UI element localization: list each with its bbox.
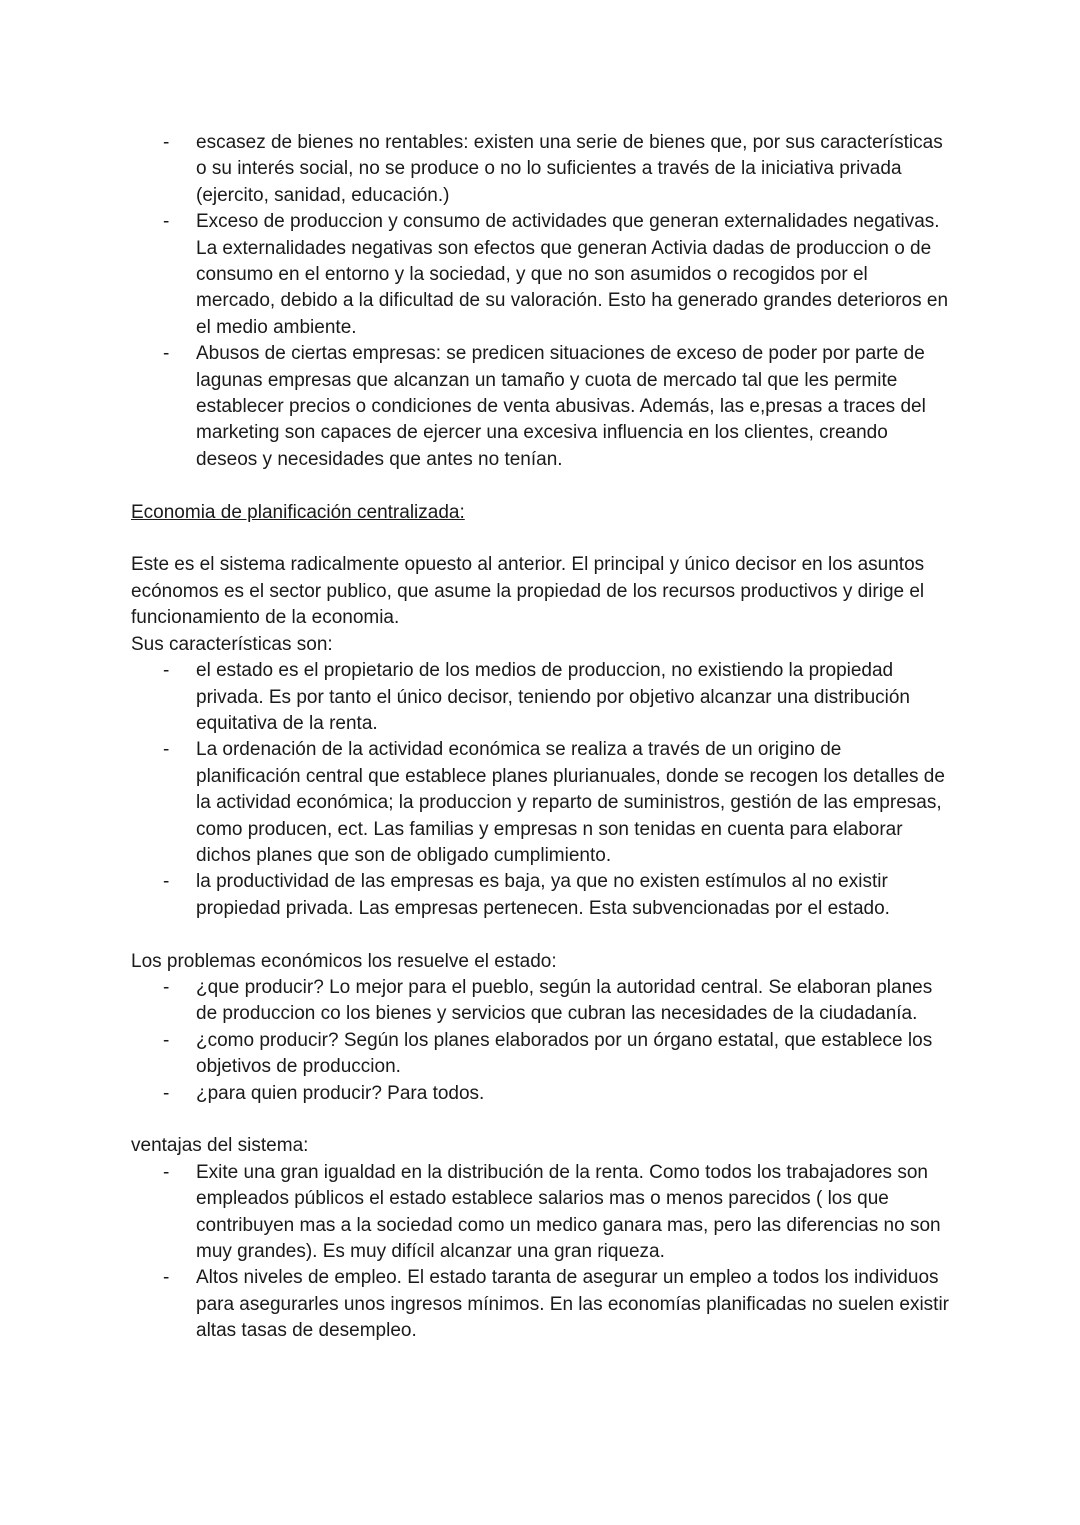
bullet-dash: - xyxy=(163,1029,170,1051)
characteristics-label: Sus características son: xyxy=(131,633,333,655)
problems-list xyxy=(131,975,951,1107)
list-item xyxy=(131,1081,951,1107)
list-item xyxy=(131,209,951,341)
list-item-text: el estado es el propietario de los medios de produccion, no existiendo la propiedad privada. Es por tanto el único decisor, teniendo por objetivo alcanzar una distribución equitativa de la renta. xyxy=(196,660,910,734)
list-item-text: Altos niveles de empleo. El estado taranta de asegurar un empleo a todos los individuos para asegurarles unos ingresos mínimos. En las economías planificadas no suelen existir altas tasas de desempleo. xyxy=(196,1267,950,1342)
bullet-dash: - xyxy=(163,1082,170,1104)
list-item xyxy=(131,737,951,869)
advantages-list xyxy=(131,1160,951,1345)
advantages-label: ventajas del sistema: xyxy=(131,1135,309,1157)
bullet-dash: - xyxy=(163,660,170,682)
problems-label: Los problemas económicos los resuelve el estado: xyxy=(131,950,557,972)
bullet-dash: - xyxy=(163,211,170,233)
market-failures-list xyxy=(131,130,951,473)
list-item-text: escasez de bienes no rentables: existen una serie de bienes que, por sus características o su interés social, no se produce o no lo suficientes a través de la iniciativa privada (ejercito, sanidad, educación.) xyxy=(196,132,943,206)
list-item-text: ¿que producir? Lo mejor para el pueblo, según la autoridad central. Se elaboran planes de produccion co los bienes y servicios que cubran las necesidades de la ciudadanía. xyxy=(196,976,933,1025)
characteristics-list xyxy=(131,658,951,922)
bullet-dash: - xyxy=(163,1161,170,1183)
list-item xyxy=(131,869,951,922)
list-item-text: ¿para quien producir? Para todos. xyxy=(196,1082,485,1104)
bullet-dash: - xyxy=(163,976,170,998)
intro-paragraph: Este es el sistema radicalmente opuesto al anterior. El principal y único decisor en los asuntos ecónomos es el sector publico, que asume la propiedad de los recursos productivos y dirige el funcionamiento de la economia. xyxy=(131,554,925,629)
list-item-text: Abusos de ciertas empresas: se predicen situaciones de exceso de poder por parte de lagunas empresas que alcanzan un tamaño y cuota de mercado tal que les permite establecer precios o condiciones de venta abusivas. Además, las e,presas a traces del marketing son capaces de ejercer una excesiva influencia en los clientes, creando deseos y necesidades que antes no tenían. xyxy=(196,343,926,470)
bullet-dash: - xyxy=(163,132,170,153)
bullet-dash: - xyxy=(163,343,170,365)
list-item-text: la productividad de las empresas es baja, ya que no existen estímulos al no existir propiedad privada. Las empresas pertenecen. Esta subvencionadas por el estado. xyxy=(196,871,890,919)
list-item xyxy=(131,130,951,209)
list-item xyxy=(131,1160,951,1266)
bullet-dash: - xyxy=(163,871,170,893)
list-item-text: La ordenación de la actividad económica se realiza a través de un origino de planificación central que establece planes plurianuales, donde se recogen los detalles de la actividad económica; la produccion y reparto de suministros, gestión de las empresas, como producen, ect. Las familias y empresas n son tenidas en cuenta para elaborar dichos planes que son de obligado cumplimiento. xyxy=(196,739,945,866)
list-item-text: Exite una gran igualdad en la distribución de la renta. Como todos los trabajadores son empleados públicos el estado establece salarios mas o menos parecidos ( los que contribuyen mas a la sociedad como un medico ganara mas, pero las diferencias no son muy grandes). Es muy difícil alcanzar una gran riqueza. xyxy=(196,1161,941,1262)
list-item xyxy=(131,658,951,737)
bullet-dash: - xyxy=(163,739,170,761)
list-item-text: ¿como producir? Según los planes elaborados por un órgano estatal, que establece los objetivos de produccion. xyxy=(196,1029,933,1078)
list-item xyxy=(131,341,951,473)
list-item xyxy=(131,1265,951,1344)
list-item-text: Exceso de produccion y consumo de actividades que generan externalidades negativas. La externalidades negativas son efectos que generan Activia dadas de produccion o de consumo en el entorno y la sociedad, y que no son asumidos o recogidos por el mercado, debido a la dificultad de su valoración. Esto ha generado grandes deterioros en el medio ambiente. xyxy=(196,211,949,338)
list-item xyxy=(131,975,951,1028)
bullet-dash: - xyxy=(163,1267,170,1289)
list-item xyxy=(131,1028,951,1081)
section-heading: Economia de planificación centralizada: xyxy=(131,501,465,523)
